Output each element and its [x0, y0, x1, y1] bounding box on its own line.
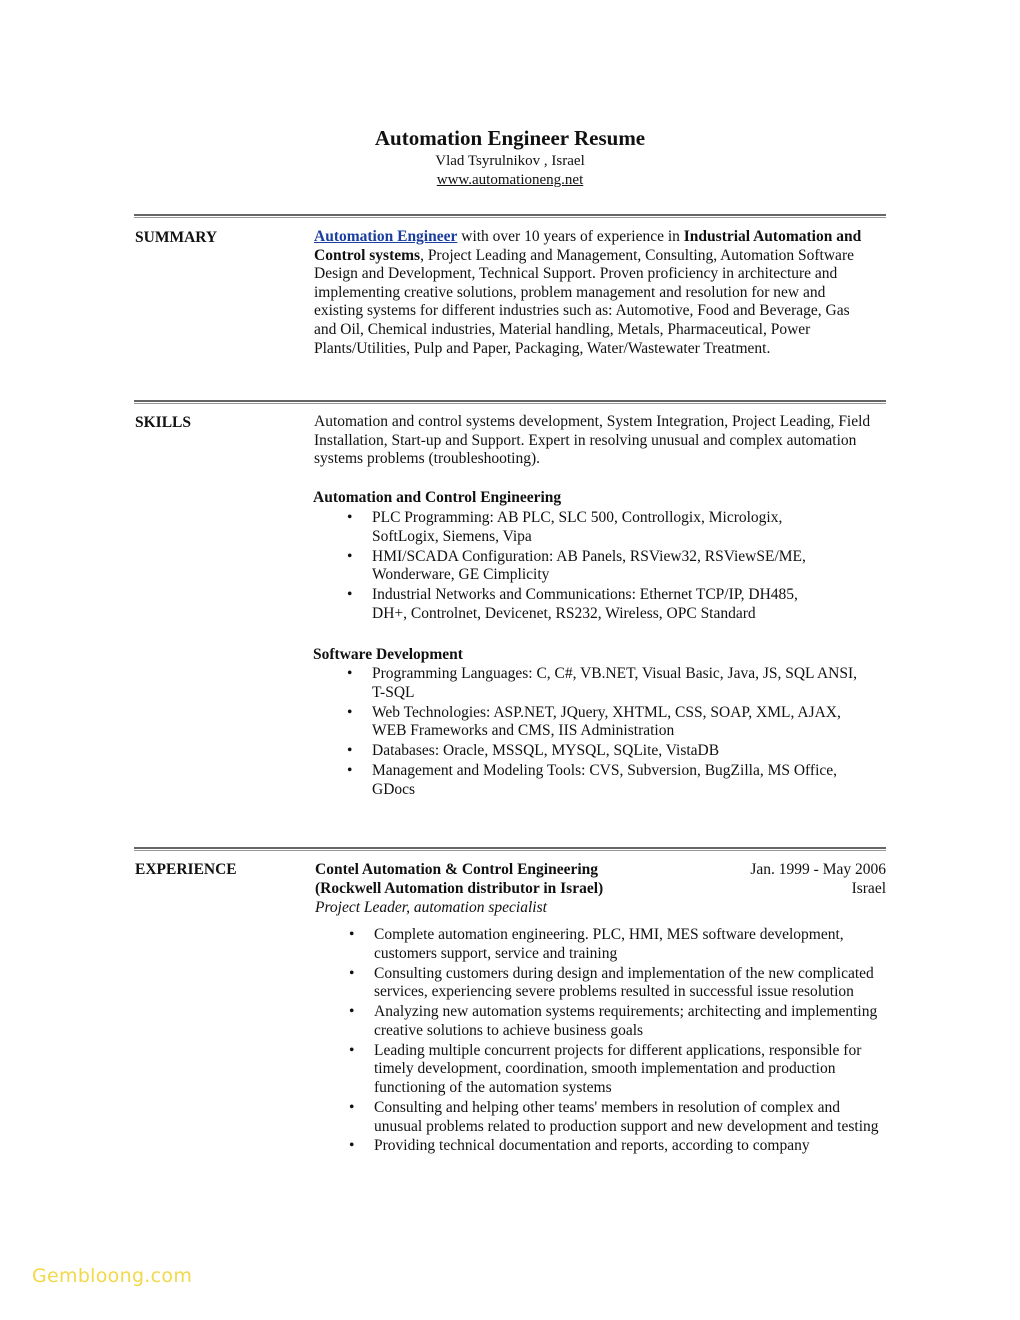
- job-role: Project Leader, automation specialist: [315, 899, 547, 916]
- skills-group-heading: Software Development: [313, 646, 463, 663]
- company-name: Contel Automation & Control Engineering: [315, 861, 599, 878]
- list-item: • Databases: Oracle, MSSQL, MYSQL, SQLite, VistaDB: [347, 742, 859, 761]
- job-header: [315, 860, 886, 917]
- skills-divider: [134, 400, 886, 404]
- list-item: • Programming Languages: C, C#, VB.NET, Visual Basic, Java, JS, SQL ANSI, T-SQL: [347, 665, 859, 702]
- watermark: Gembloong.com: [32, 1265, 193, 1287]
- experience-list: [349, 926, 884, 1157]
- experience-heading: EXPERIENCE: [135, 861, 237, 878]
- list-item: • PLC Programming: AB PLC, SLC 500, Controllogix, Micrologix, SoftLogix, Siemens, Vipa: [347, 509, 822, 546]
- job-dates: Jan. 1999 - May 2006: [750, 861, 886, 878]
- website-link[interactable]: www.automationeng.net: [436, 172, 584, 188]
- job-location: Israel: [851, 880, 886, 897]
- summary-heading: SUMMARY: [135, 229, 218, 246]
- list-item: • Management and Modeling Tools: CVS, Subversion, BugZilla, MS Office, GDocs: [347, 762, 859, 799]
- list-item: • Analyzing new automation systems requirements; architecting and implementing creative solutions to achieve business goals: [349, 1003, 884, 1040]
- experience-divider: [134, 847, 886, 851]
- company-note: (Rockwell Automation distributor in Israel): [315, 880, 604, 897]
- list-item: • Industrial Networks and Communications: Ethernet TCP/IP, DH485, DH+, Controlnet, Devicenet, RS232, Wireless, OPC Standard: [347, 586, 822, 623]
- author-name: Vlad Tsyrulnikov , Israel: [435, 153, 585, 169]
- list-item: • Complete automation engineering. PLC, HMI, MES software development, customers support, service and training: [349, 926, 884, 963]
- list-item: • Consulting and helping other teams' members in resolution of complex and unusual problems related to production support and new development and testing: [349, 1099, 884, 1136]
- skills-group-list: [347, 509, 822, 625]
- list-item: • Consulting customers during design and implementation of the new complicated services, experiencing severe problems resulted in successful issue resolution: [349, 965, 884, 1002]
- summary-text-a: with over 10 years of experience in: [457, 228, 684, 245]
- skills-intro: Automation and control systems development, System Integration, Project Leading, Field Installation, Start-up and Support. Expert in resolving unusual and complex automation systems problems (troubleshooting).: [314, 413, 871, 468]
- summary-bold: Industrial Automation and Control systems: [314, 228, 862, 264]
- list-item: • Leading multiple concurrent projects for different applications, responsible for timely development, coordination, smooth implementation and production functioning of the automation systems: [349, 1042, 884, 1098]
- list-item: • Web Technologies: ASP.NET, JQuery, XHTML, CSS, SOAP, XML, AJAX, WEB Frameworks and CMS, IIS Administration: [347, 704, 859, 741]
- list-item: • Providing technical documentation and reports, according to company: [349, 1137, 884, 1156]
- skills-group-list: [347, 665, 859, 801]
- automation-engineer-link[interactable]: Automation Engineer: [314, 228, 458, 245]
- list-item: • HMI/SCADA Configuration: AB Panels, RSView32, RSViewSE/ME, Wonderware, GE Cimplicity: [347, 548, 822, 585]
- summary-text: [314, 228, 874, 358]
- resume-title: Automation Engineer Resume: [374, 126, 646, 150]
- summary-text-b: , Project Leading and Management, Consulting, Automation Software Design and Development, Technical Support. Proven proficiency in architecture and implementing creative solutions, problem management and resolution for new and existing systems for different industries such as: Automotive, Food and Beverage, Gas and Oil, Chemical industries, Material handling, Metals, Pharmaceutical, Power Plants/Utilities, Pulp and Paper, Packaging, Water/Wastewater Treatment.: [314, 246, 854, 357]
- skills-group-heading: Automation and Control Engineering: [313, 489, 562, 506]
- skills-heading: SKILLS: [135, 414, 192, 431]
- summary-divider: [134, 214, 886, 218]
